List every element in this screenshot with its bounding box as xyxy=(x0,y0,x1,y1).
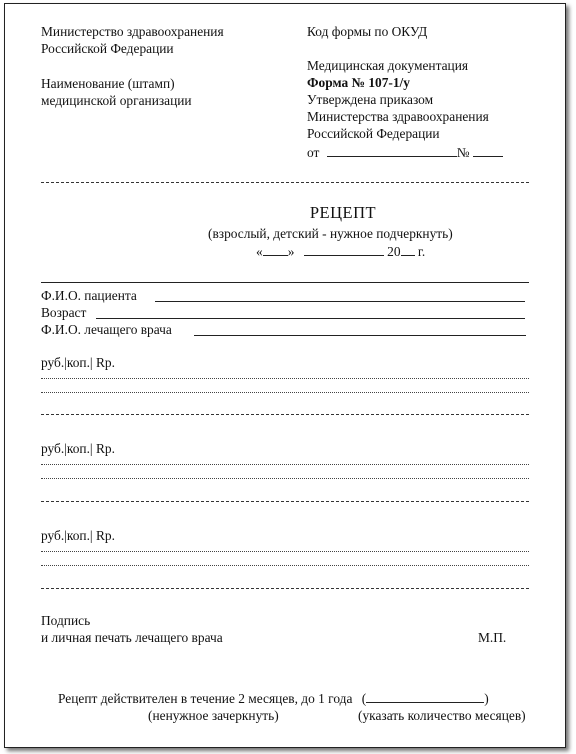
rx-dotted-line[interactable] xyxy=(41,565,529,566)
approved-line1: Утверждена приказом xyxy=(307,92,434,107)
note-months: (указать количество месяцев) xyxy=(358,708,526,723)
year-suffix: г. xyxy=(417,244,426,259)
order-date-row xyxy=(307,143,503,161)
note-cross-out: (ненужное зачеркнуть) xyxy=(148,708,279,723)
month-field[interactable] xyxy=(304,242,384,256)
patient-name-field[interactable] xyxy=(155,301,525,302)
number-sign: № xyxy=(456,145,470,160)
stamp-line2: медицинской организации xyxy=(41,93,192,108)
doctor-name-label: Ф.И.О. лечащего врача xyxy=(41,322,172,337)
rx-dotted-line[interactable] xyxy=(41,551,529,552)
months-field[interactable] xyxy=(366,689,484,703)
signature-line1: Подпись xyxy=(41,613,91,628)
patient-name-label: Ф.И.О. пациента xyxy=(41,288,137,303)
year-prefix: 20 xyxy=(387,244,401,259)
divider xyxy=(41,588,529,589)
stamp-line1: Наименование (штамп) xyxy=(41,76,175,91)
rx-label: руб.|коп.| Rp. xyxy=(41,355,115,370)
form-number: Форма № 107-1/у xyxy=(307,75,410,90)
age-field[interactable] xyxy=(96,318,525,319)
year-field[interactable] xyxy=(401,242,415,256)
med-doc-label: Медицинская документация xyxy=(307,58,469,73)
signature-line2: и личная печать лечащего врача xyxy=(41,630,223,645)
divider xyxy=(41,501,529,502)
stamp-place: М.П. xyxy=(478,630,507,645)
okud-label: Код формы по ОКУД xyxy=(307,24,428,39)
rx-label: руб.|коп.| Rp. xyxy=(41,441,115,456)
paren-close: ) xyxy=(484,691,489,706)
validity-text: Рецепт действителен в течение 2 месяцев, до 1 года xyxy=(58,691,353,706)
divider xyxy=(41,282,529,283)
rx-dotted-line[interactable] xyxy=(41,378,529,379)
date-quote-close: » xyxy=(287,244,295,259)
rx-dotted-line[interactable] xyxy=(41,392,529,393)
approved-line3: Российской Федерации xyxy=(307,126,440,141)
paren-open: ( xyxy=(361,691,367,706)
day-field[interactable] xyxy=(263,242,288,256)
doctor-name-field[interactable] xyxy=(194,335,526,336)
recipe-subtitle: (взрослый, детский - нужное подчеркнуть) xyxy=(208,226,453,241)
from-label: от xyxy=(307,145,320,160)
age-label: Возраст xyxy=(41,305,87,320)
validity-row xyxy=(58,689,489,707)
order-number-field[interactable] xyxy=(473,143,503,157)
approved-line2: Министерства здравоохранения xyxy=(307,109,489,124)
date-quote-open: « xyxy=(256,244,263,259)
rx-label: руб.|коп.| Rp. xyxy=(41,528,115,543)
rx-dotted-line[interactable] xyxy=(41,464,529,465)
recipe-date-row xyxy=(256,242,425,260)
order-date-field[interactable] xyxy=(327,143,457,157)
recipe-title: РЕЦЕПТ xyxy=(309,203,377,222)
ministry-line1: Министерство здравоохранения xyxy=(41,24,224,39)
ministry-line2: Российской Федерации xyxy=(41,41,174,56)
rx-dotted-line[interactable] xyxy=(41,478,529,479)
divider xyxy=(41,414,529,415)
divider xyxy=(41,182,529,183)
